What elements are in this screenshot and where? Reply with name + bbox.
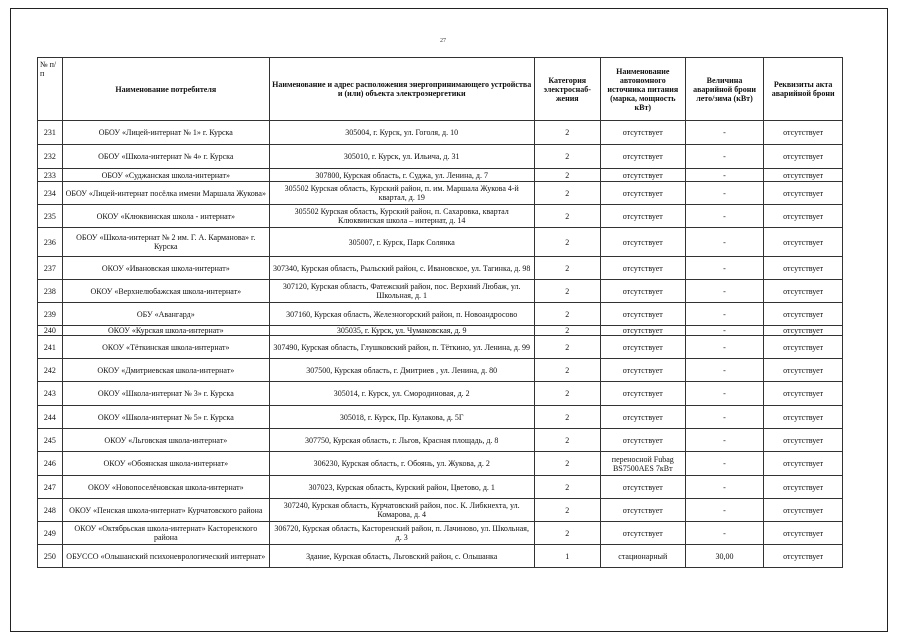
cell-num: 234 bbox=[38, 182, 63, 205]
cell-consumer: ОКОУ «Клюквинская школа - интернат» bbox=[62, 205, 269, 228]
cell-category: 2 bbox=[534, 169, 600, 182]
table-row bbox=[38, 326, 843, 336]
cell-address: 305007, г. Курск, Парк Солянка bbox=[269, 228, 534, 257]
cell-source: отсутствует bbox=[600, 336, 685, 359]
cell-consumer: ОБОУ «Суджанская школа-интернат» bbox=[62, 169, 269, 182]
cell-address: 307500, Курская область, г. Дмитриев , ул. Ленина, д. 80 bbox=[269, 359, 534, 382]
cell-consumer: ОБОУ «Лицей-интернат № 1» г. Курска bbox=[62, 121, 269, 145]
cell-num: 243 bbox=[38, 382, 63, 406]
table-header-row bbox=[38, 58, 843, 121]
cell-category: 2 bbox=[534, 476, 600, 499]
cell-act: отсутствует bbox=[764, 336, 843, 359]
cell-source: отсутствует bbox=[600, 228, 685, 257]
cell-reserve: - bbox=[685, 499, 764, 522]
cell-act: отсутствует bbox=[764, 280, 843, 303]
table-row bbox=[38, 303, 843, 326]
header-address: Наименование и адрес расположения энергопринимающего устройства и (или) объекта электроэнергетики bbox=[269, 58, 534, 121]
cell-num: 238 bbox=[38, 280, 63, 303]
consumer-registry-table bbox=[37, 57, 843, 568]
cell-consumer: ОКОУ «Обоянская школа-интернат» bbox=[62, 452, 269, 476]
cell-consumer: ОБУ «Авангард» bbox=[62, 303, 269, 326]
cell-act: отсутствует bbox=[764, 205, 843, 228]
cell-address: 307240, Курская область, Курчатовский район, пос. К. Либкнехта, ул. Комарова, д. 4 bbox=[269, 499, 534, 522]
cell-category: 2 bbox=[534, 452, 600, 476]
cell-consumer: ОКОУ «Верхнелюбажская школа-интернат» bbox=[62, 280, 269, 303]
cell-category: 2 bbox=[534, 303, 600, 326]
cell-source: стационарный bbox=[600, 545, 685, 568]
cell-act: отсутствует bbox=[764, 499, 843, 522]
cell-reserve: - bbox=[685, 359, 764, 382]
cell-source: отсутствует bbox=[600, 359, 685, 382]
cell-num: 236 bbox=[38, 228, 63, 257]
cell-num: 244 bbox=[38, 406, 63, 429]
cell-category: 2 bbox=[534, 257, 600, 280]
cell-act: отсутствует bbox=[764, 326, 843, 336]
table-row bbox=[38, 406, 843, 429]
cell-num: 248 bbox=[38, 499, 63, 522]
cell-consumer: ОКОУ «Дмитриевская школа-интернат» bbox=[62, 359, 269, 382]
cell-address: 307340, Курская область, Рыльский район, с. Ивановское, ул. Тагинка, д. 98 bbox=[269, 257, 534, 280]
cell-address: 307800, Курская область, г. Суджа, ул. Ленина, д. 7 bbox=[269, 169, 534, 182]
cell-source: отсутствует bbox=[600, 145, 685, 169]
table-row bbox=[38, 145, 843, 169]
cell-num: 239 bbox=[38, 303, 63, 326]
cell-act: отсутствует bbox=[764, 522, 843, 545]
header-category: Категория электроснаб-жения bbox=[534, 58, 600, 121]
cell-address: 305018, г. Курск, Пр. Кулакова, д. 5Г bbox=[269, 406, 534, 429]
header-reserve: Величина аварийной брони лето/зима (кВт) bbox=[685, 58, 764, 121]
cell-source: отсутствует bbox=[600, 169, 685, 182]
cell-consumer: ОКОУ «Льговская школа-интернат» bbox=[62, 429, 269, 452]
cell-address: 307750, Курская область, г. Льгов, Красная площадь, д. 8 bbox=[269, 429, 534, 452]
cell-category: 2 bbox=[534, 145, 600, 169]
cell-address: 305502 Курская область, Курский район, п. Сахаровка, квартал Клюквинская школа – интернат, д. 14 bbox=[269, 205, 534, 228]
cell-consumer: ОБУССО «Ольшанский психоневрологический интернат» bbox=[62, 545, 269, 568]
cell-source: отсутствует bbox=[600, 257, 685, 280]
cell-category: 2 bbox=[534, 205, 600, 228]
cell-act: отсутствует bbox=[764, 182, 843, 205]
table-row bbox=[38, 336, 843, 359]
cell-consumer: ОКОУ «Октябрьская школа-интернат» Касторенского района bbox=[62, 522, 269, 545]
cell-reserve: - bbox=[685, 336, 764, 359]
cell-source: отсутствует bbox=[600, 522, 685, 545]
cell-num: 235 bbox=[38, 205, 63, 228]
table-row bbox=[38, 545, 843, 568]
cell-reserve: - bbox=[685, 145, 764, 169]
table-row bbox=[38, 228, 843, 257]
cell-act: отсутствует bbox=[764, 429, 843, 452]
table-row bbox=[38, 169, 843, 182]
cell-num: 247 bbox=[38, 476, 63, 499]
table-row bbox=[38, 280, 843, 303]
cell-category: 2 bbox=[534, 326, 600, 336]
cell-source: отсутствует bbox=[600, 121, 685, 145]
cell-num: 246 bbox=[38, 452, 63, 476]
cell-category: 2 bbox=[534, 228, 600, 257]
cell-act: отсутствует bbox=[764, 359, 843, 382]
table-row bbox=[38, 452, 843, 476]
cell-consumer: ОБОУ «Школа-интернат № 4» г. Курска bbox=[62, 145, 269, 169]
cell-address: 305010, г. Курск, ул. Ильича, д. 31 bbox=[269, 145, 534, 169]
table-row bbox=[38, 121, 843, 145]
table-row bbox=[38, 205, 843, 228]
cell-consumer: ОКОУ «Пенская школа-интернат» Курчатовского района bbox=[62, 499, 269, 522]
cell-address: 305035, г. Курск, ул. Чумаковская, д. 9 bbox=[269, 326, 534, 336]
cell-num: 237 bbox=[38, 257, 63, 280]
cell-source: переносной Fubag BS7500AES 7кВт bbox=[600, 452, 685, 476]
cell-category: 2 bbox=[534, 522, 600, 545]
cell-reserve: - bbox=[685, 452, 764, 476]
cell-consumer: ОКОУ «Школа-интернат № 5» г. Курска bbox=[62, 406, 269, 429]
cell-act: отсутствует bbox=[764, 303, 843, 326]
header-num: № п/п bbox=[38, 58, 63, 121]
cell-act: отсутствует bbox=[764, 406, 843, 429]
cell-num: 233 bbox=[38, 169, 63, 182]
cell-category: 2 bbox=[534, 280, 600, 303]
cell-reserve: - bbox=[685, 280, 764, 303]
cell-address: 307120, Курская область, Фатежский район, пос. Верхний Любаж, ул. Школьная, д. 1 bbox=[269, 280, 534, 303]
cell-reserve: - bbox=[685, 522, 764, 545]
cell-reserve: - bbox=[685, 205, 764, 228]
cell-reserve: - bbox=[685, 476, 764, 499]
table-row bbox=[38, 476, 843, 499]
cell-category: 2 bbox=[534, 359, 600, 382]
cell-act: отсутствует bbox=[764, 257, 843, 280]
cell-reserve: - bbox=[685, 121, 764, 145]
cell-category: 2 bbox=[534, 182, 600, 205]
page-number: 27 bbox=[440, 38, 446, 44]
cell-reserve: - bbox=[685, 382, 764, 406]
cell-num: 250 bbox=[38, 545, 63, 568]
cell-consumer: ОБОУ «Школа-интернат № 2 им. Г. А. Карманова» г. Курска bbox=[62, 228, 269, 257]
cell-category: 1 bbox=[534, 545, 600, 568]
header-act: Реквизиты акта аварийной брони bbox=[764, 58, 843, 121]
table-row bbox=[38, 522, 843, 545]
cell-act: отсутствует bbox=[764, 545, 843, 568]
cell-consumer: ОБОУ «Лицей-интернат посёлка имени Маршала Жукова» bbox=[62, 182, 269, 205]
cell-category: 2 bbox=[534, 121, 600, 145]
cell-address: 307490, Курская область, Глушковский район, п. Тёткино, ул. Ленина, д. 99 bbox=[269, 336, 534, 359]
table-row bbox=[38, 359, 843, 382]
cell-source: отсутствует bbox=[600, 303, 685, 326]
cell-address: 306230, Курская область, г. Обоянь, ул. Жукова, д. 2 bbox=[269, 452, 534, 476]
cell-act: отсутствует bbox=[764, 145, 843, 169]
cell-num: 249 bbox=[38, 522, 63, 545]
table-row bbox=[38, 382, 843, 406]
cell-consumer: ОКОУ «Новопоселёновская школа-интернат» bbox=[62, 476, 269, 499]
cell-num: 242 bbox=[38, 359, 63, 382]
cell-source: отсутствует bbox=[600, 205, 685, 228]
cell-category: 2 bbox=[534, 382, 600, 406]
cell-reserve: - bbox=[685, 406, 764, 429]
cell-reserve: - bbox=[685, 169, 764, 182]
cell-num: 245 bbox=[38, 429, 63, 452]
cell-num: 231 bbox=[38, 121, 63, 145]
cell-act: отсутствует bbox=[764, 169, 843, 182]
cell-address: 305004, г. Курск, ул. Гоголя, д. 10 bbox=[269, 121, 534, 145]
cell-source: отсутствует bbox=[600, 499, 685, 522]
cell-source: отсутствует bbox=[600, 406, 685, 429]
cell-reserve: - bbox=[685, 257, 764, 280]
header-source: Наименование автономного источника питания (марка, мощность кВт) bbox=[600, 58, 685, 121]
table-row bbox=[38, 257, 843, 280]
cell-consumer: ОКОУ «Тёткинская школа-интернат» bbox=[62, 336, 269, 359]
cell-source: отсутствует bbox=[600, 326, 685, 336]
cell-category: 2 bbox=[534, 429, 600, 452]
cell-address: 305014, г. Курск, ул. Смородиновая, д. 2 bbox=[269, 382, 534, 406]
cell-act: отсутствует bbox=[764, 452, 843, 476]
cell-source: отсутствует bbox=[600, 429, 685, 452]
cell-reserve: - bbox=[685, 182, 764, 205]
table-row bbox=[38, 429, 843, 452]
cell-source: отсутствует bbox=[600, 280, 685, 303]
table-row bbox=[38, 499, 843, 522]
cell-source: отсутствует bbox=[600, 182, 685, 205]
cell-act: отсутствует bbox=[764, 121, 843, 145]
cell-num: 232 bbox=[38, 145, 63, 169]
cell-act: отсутствует bbox=[764, 228, 843, 257]
cell-address: 305502 Курская область, Курский район, п. им. Маршала Жукова 4-й квартал, д. 19 bbox=[269, 182, 534, 205]
cell-reserve: - bbox=[685, 429, 764, 452]
cell-address: 306720, Курская область, Касторенский район, п. Лачиново, ул. Школьная, д. 3 bbox=[269, 522, 534, 545]
cell-reserve: - bbox=[685, 326, 764, 336]
cell-source: отсутствует bbox=[600, 476, 685, 499]
cell-reserve: - bbox=[685, 228, 764, 257]
cell-reserve: 30,00 bbox=[685, 545, 764, 568]
cell-consumer: ОКОУ «Школа-интернат № 3» г. Курска bbox=[62, 382, 269, 406]
cell-category: 2 bbox=[534, 336, 600, 359]
cell-act: отсутствует bbox=[764, 476, 843, 499]
cell-num: 241 bbox=[38, 336, 63, 359]
cell-category: 2 bbox=[534, 499, 600, 522]
cell-reserve: - bbox=[685, 303, 764, 326]
cell-address: 307160, Курская область, Железногорский район, п. Новоандросово bbox=[269, 303, 534, 326]
cell-source: отсутствует bbox=[600, 382, 685, 406]
header-consumer: Наименование потребителя bbox=[62, 58, 269, 121]
cell-consumer: ОКОУ «Ивановская школа-интернат» bbox=[62, 257, 269, 280]
cell-consumer: ОКОУ «Курская школа-интернат» bbox=[62, 326, 269, 336]
cell-address: 307023, Курская область, Курский район, Цветово, д. 1 bbox=[269, 476, 534, 499]
cell-category: 2 bbox=[534, 406, 600, 429]
cell-act: отсутствует bbox=[764, 382, 843, 406]
table-row bbox=[38, 182, 843, 205]
cell-address: Здание, Курская область, Льговский район, с. Ольшанка bbox=[269, 545, 534, 568]
cell-num: 240 bbox=[38, 326, 63, 336]
